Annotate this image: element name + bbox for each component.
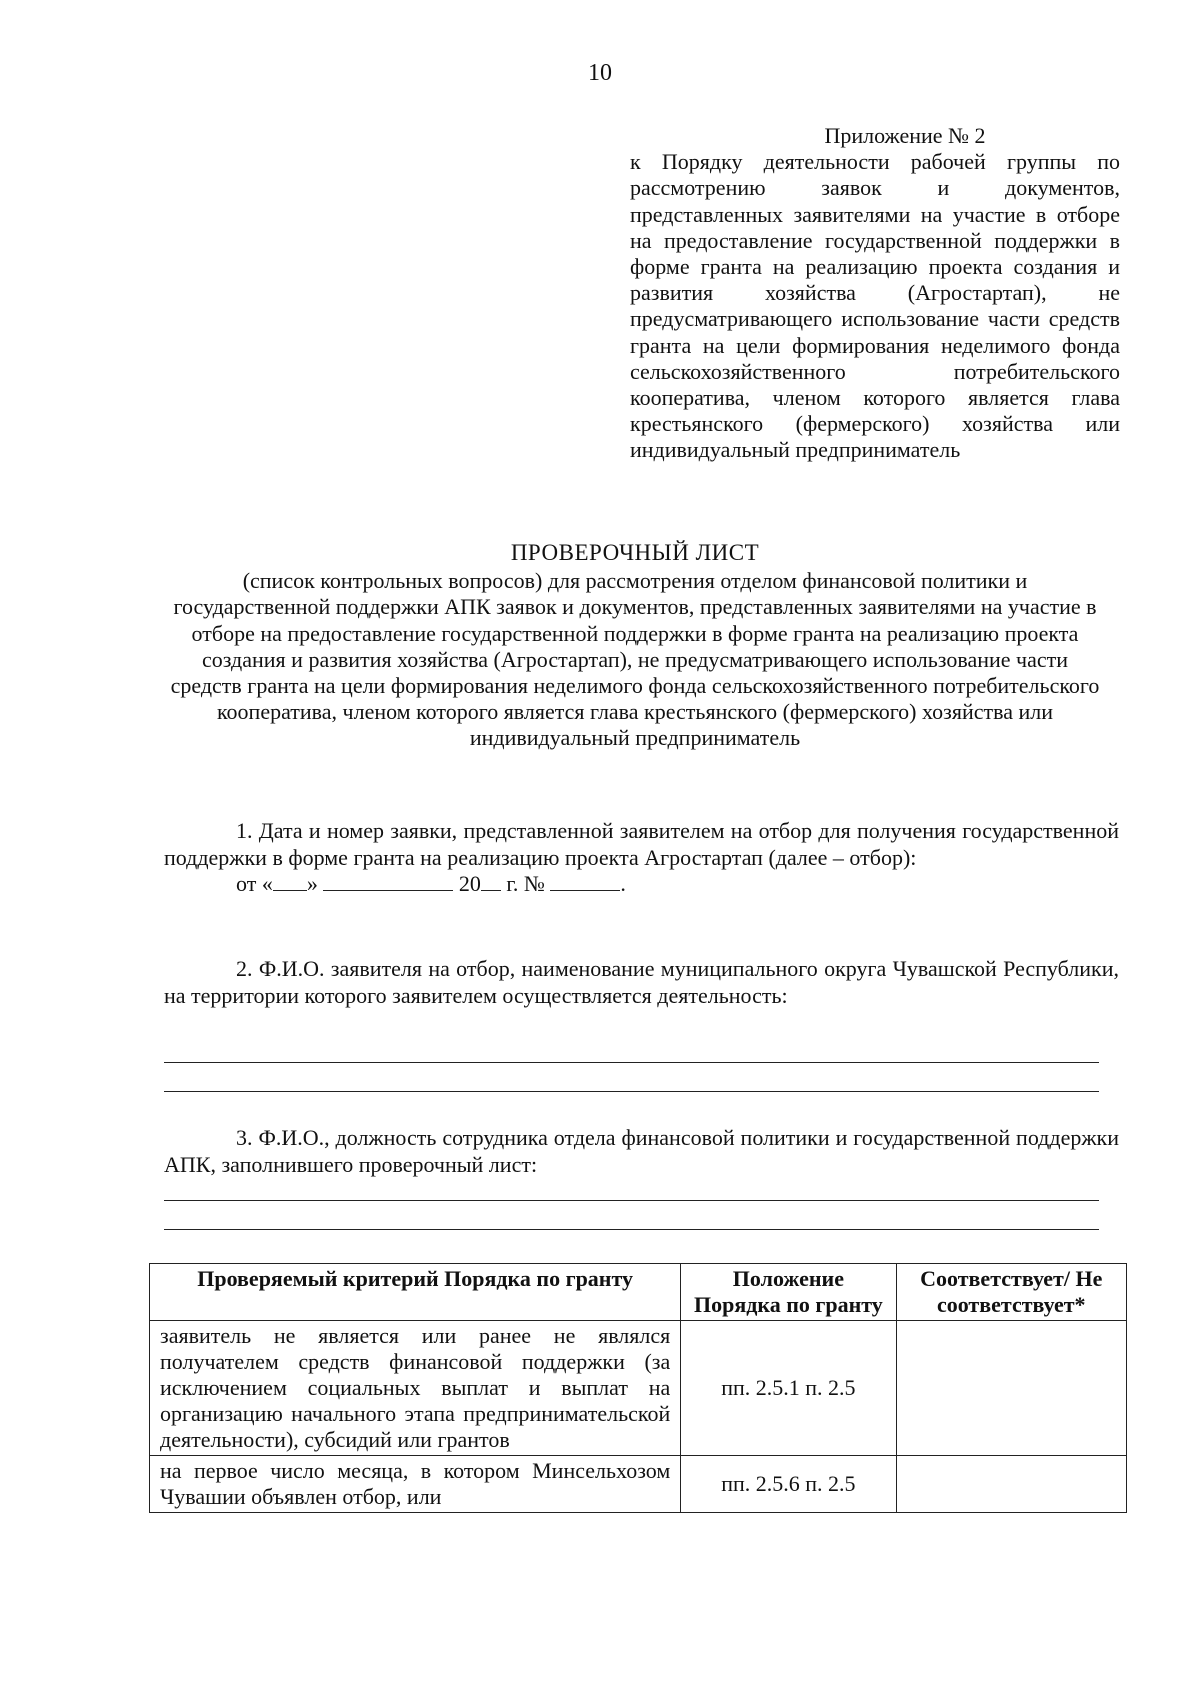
applicant-fill-line-1[interactable]: [164, 1062, 1099, 1063]
criteria-table: [149, 1263, 1127, 1513]
year-blank[interactable]: [481, 872, 501, 891]
day-blank[interactable]: [273, 872, 307, 891]
compliance-cell[interactable]: [896, 1456, 1126, 1513]
page-number: 10: [588, 60, 612, 86]
month-blank[interactable]: [323, 872, 453, 891]
item-2: [164, 956, 1119, 1009]
header-compliance: Соответствует/ Не соответствует*: [896, 1264, 1126, 1321]
table-header-row: [150, 1264, 1127, 1321]
criterion-cell: заявитель не является или ранее не являлся получателем средств финансовой поддержки (за исключением социальных выплат и выплат на организацию начального этапа предпринимательской деятельности), субсидий или грантов: [150, 1321, 681, 1456]
appendix-title: Приложение № 2: [824, 123, 986, 148]
header-provision: Положение Порядка по гранту: [681, 1264, 896, 1321]
item-1-text: 1. Дата и номер заявки, представленной заявителем на отбор для получения государственной поддержки в форме гранта на реализацию проекта Агростартап (далее – отбор):: [164, 818, 1119, 870]
item-3: [164, 1125, 1119, 1178]
date-mid: »: [306, 871, 318, 896]
item-1: [164, 818, 1119, 898]
document-subtitle: (список контрольных вопросов) для рассмотрения отделом финансовой политики и государственной поддержки АПК заявок и документов, представленных заявителями на участие в отборе на предоставление государственной поддержки в форме гранта на реализацию проекта создания и развития хозяйства (Агростартап), не предусматривающего использование части средств гранта на цели формирования неделимого фонда сельскохозяйственного потребительского кооператива, членом которого является глава крестьянского (фермерского) хозяйства или индивидуальный предприниматель: [170, 568, 1100, 751]
criterion-cell: на первое число месяца, в котором Минсельхозом Чувашии объявлен отбор, или: [150, 1456, 681, 1513]
item-3-text: 3. Ф.И.О., должность сотрудника отдела финансовой политики и государственной поддержки АПК, заполнившего проверочный лист:: [164, 1125, 1119, 1177]
date-prefix: от «: [236, 871, 273, 896]
document-heading: [170, 540, 1100, 752]
item-2-text: 2. Ф.И.О. заявителя на отбор, наименование муниципального округа Чувашской Республики, на территории которого заявителем осуществляется деятельность:: [164, 956, 1119, 1008]
provision-cell: пп. 2.5.6 п. 2.5: [681, 1456, 896, 1513]
compliance-cell[interactable]: [896, 1321, 1126, 1456]
header-criterion: Проверяемый критерий Порядка по гранту: [150, 1264, 681, 1321]
number-blank[interactable]: [550, 872, 620, 891]
provision-cell: пп. 2.5.1 п. 2.5: [681, 1321, 896, 1456]
employee-fill-line-1[interactable]: [164, 1200, 1099, 1201]
table-row: [150, 1321, 1127, 1456]
applicant-fill-line-2[interactable]: [164, 1091, 1099, 1092]
date-end: .: [620, 871, 626, 896]
table-row: [150, 1456, 1127, 1513]
number-label: г. №: [506, 871, 545, 896]
item-1-date-line: [164, 871, 1119, 898]
employee-fill-line-2[interactable]: [164, 1229, 1099, 1230]
document-title: ПРОВЕРОЧНЫЙ ЛИСТ: [510, 540, 760, 565]
appendix-block: [630, 123, 1120, 464]
appendix-text: к Порядку деятельности рабочей группы по рассмотрению заявок и документов, представленных заявителями на участие в отборе на предоставление государственной поддержки в форме гранта на реализацию проекта создания и развития хозяйства (Агростартап), не предусматривающего использование части средств гранта на цели формирования неделимого фонда сельскохозяйственного потребительского кооператива, членом которого является глава крестьянского (фермерского) хозяйства или индивидуальный предприниматель: [630, 149, 1120, 463]
year-prefix: 20: [458, 871, 481, 896]
